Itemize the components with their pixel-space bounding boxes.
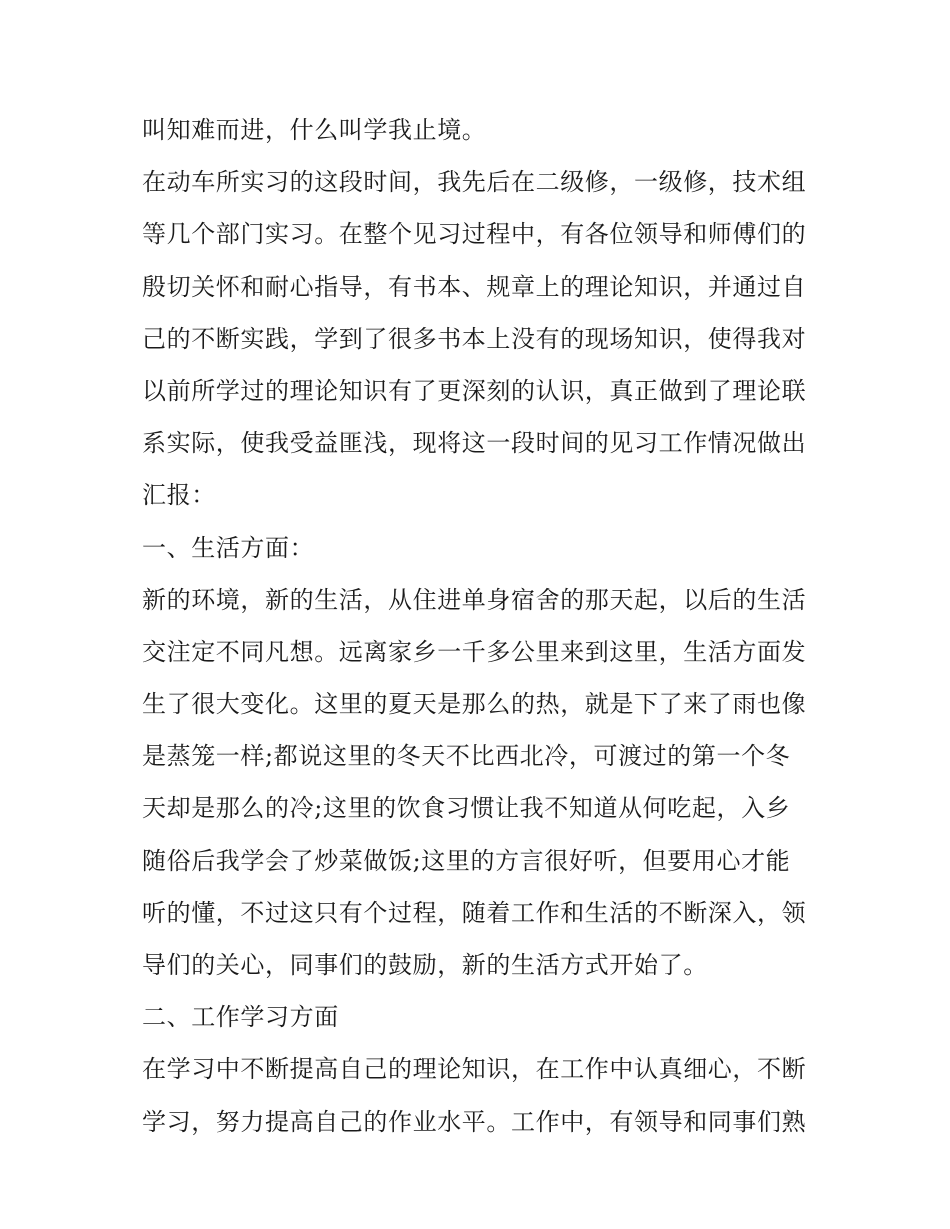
document-body bbox=[142, 104, 814, 1148]
text-line: 交注定不同凡想。远离家乡一千多公里来到这里，生活方面发 bbox=[142, 637, 807, 666]
text-line: 汇报： bbox=[142, 481, 216, 510]
text-line: 等几个部门实习。在整个见习过程中，有各位领导和师傅们的 bbox=[142, 220, 807, 249]
text-line: 在动车所实习的这段时间，我先后在二级修，一级修，技术组 bbox=[142, 168, 807, 197]
text-line: 殷切关怀和耐心指导，有书本、规章上的理论知识，并通过自 bbox=[142, 272, 807, 301]
text-line: 随俗后我学会了炒菜做饭;这里的方言很好听，但要用心才能 bbox=[142, 846, 791, 875]
text-line: 是蒸笼一样;都说这里的冬天不比西北冷，可渡过的第一个冬 bbox=[142, 742, 791, 771]
text-line: 学习，努力提高自己的作业水平。工作中，有领导和同事们熟 bbox=[142, 1107, 807, 1136]
text-line: 叫知难而进，什么叫学我止境。 bbox=[142, 116, 487, 144]
text-line: 系实际，使我受益匪浅，现将这一段时间的见习工作情况做出 bbox=[142, 429, 807, 458]
text-line: 导们的关心，同事们的鼓励，新的生活方式开始了。 bbox=[142, 951, 708, 979]
section-heading-life: 一、生活方面： bbox=[142, 533, 315, 562]
text-line: 天却是那么的冷;这里的饮食习惯让我不知道从何吃起，入乡 bbox=[142, 794, 791, 823]
text-line: 在学习中不断提高自己的理论知识，在工作中认真细心，不断 bbox=[142, 1055, 807, 1084]
text-line: 己的不断实践，学到了很多书本上没有的现场知识，使得我对 bbox=[142, 324, 807, 353]
text-line: 新的环境，新的生活，从住进单身宿舍的那天起，以后的生活 bbox=[142, 585, 807, 614]
text-line: 听的懂，不过这只有个过程，随着工作和生活的不断深入，领 bbox=[142, 898, 807, 927]
text-line: 生了很大变化。这里的夏天是那么的热，就是下了来了雨也像 bbox=[142, 690, 807, 719]
section-heading-work: 二、工作学习方面 bbox=[142, 1003, 339, 1032]
text-line: 以前所学过的理论知识有了更深刻的认识，真正做到了理论联 bbox=[142, 376, 807, 405]
